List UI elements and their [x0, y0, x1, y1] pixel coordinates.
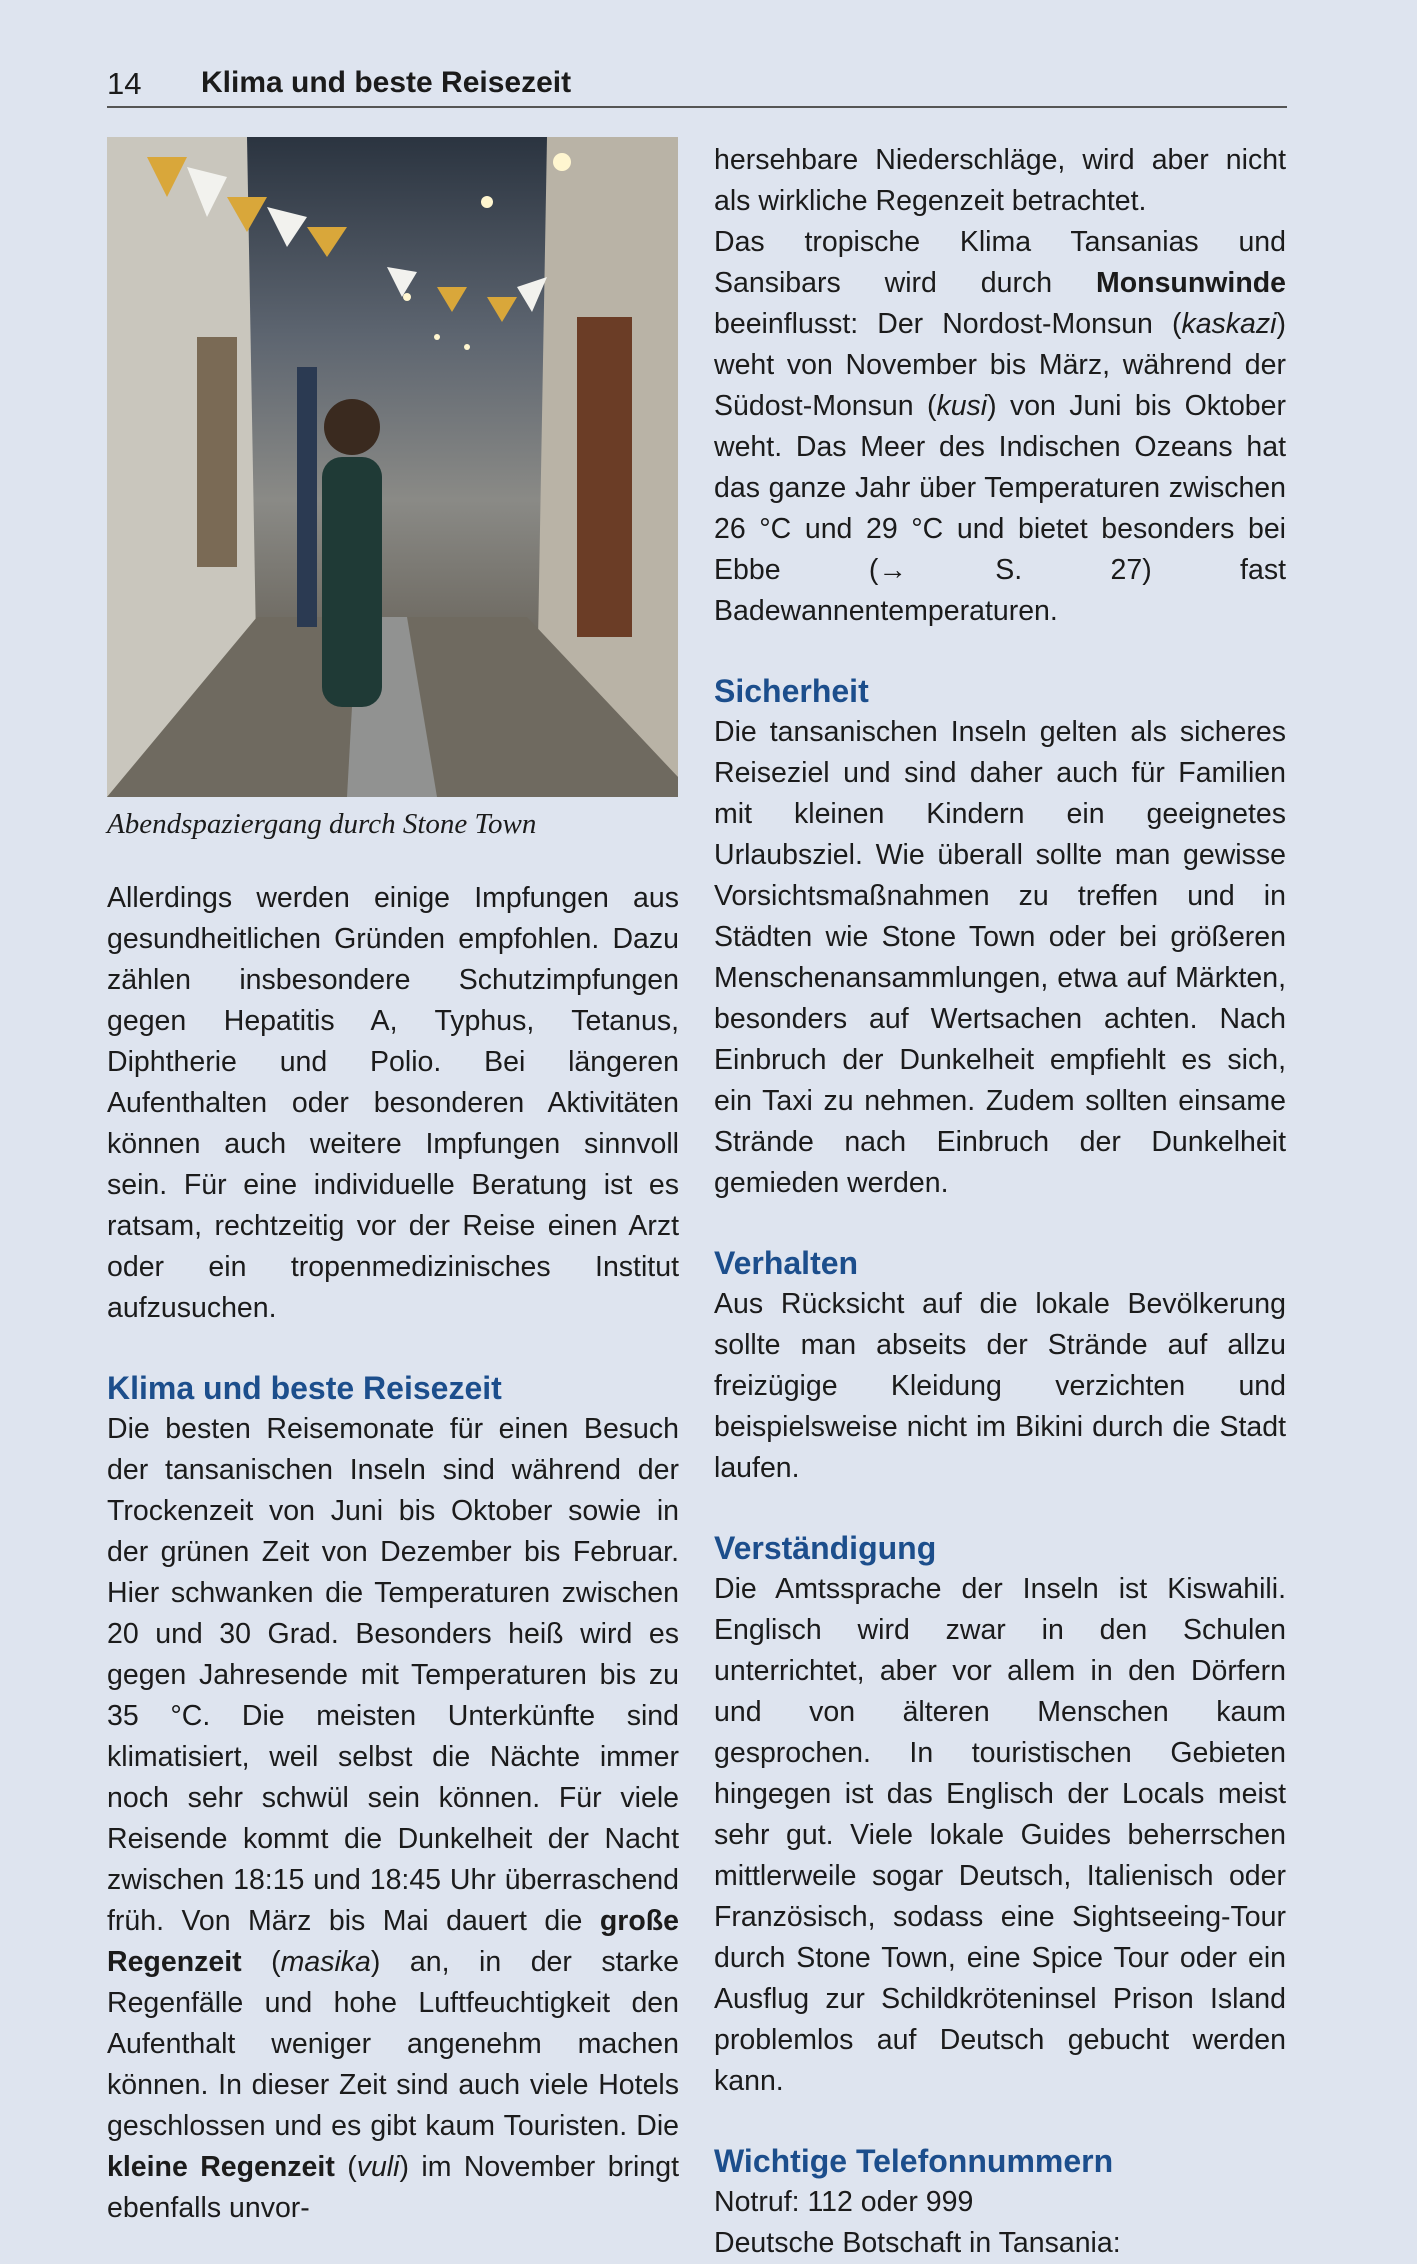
italic-text: kusi: [936, 390, 988, 422]
paragraph: [714, 712, 1286, 1204]
photo-caption: Abendspaziergang durch Stone Town: [107, 808, 537, 840]
text: ) von Juni bis Oktober weht. Das Meer des Indischen Ozeans hat das ganze Jahr über Temperaturen zwischen 26 °C und 29 °C und bietet besonders bei Ebbe (→ S. 27) fast Badewannentemperaturen.: [714, 390, 1286, 627]
stone-town-photo: [107, 137, 678, 797]
text: Das tropische Klima Tansanias und Sansibars wird durch: [714, 226, 1286, 299]
text: ) an, in der starke Regenfälle und hohe Luftfeuchtigkeit den Aufenthalt weniger angenehm machen können. In dieser Zeit sind auch viele Hotels geschlossen und es gibt kaum Touristen. Die: [107, 1946, 679, 2142]
text: Allerdings werden einige Impfungen aus gesundheitlichen Gründen empfohlen. Dazu zählen insbesondere Schutzimpfungen gegen Hepatitis A, Typhus, Tetanus, Diphtherie und Polio. Bei längeren Aufenthalten oder besonderen Aktivitäten können auch weitere Impfungen sinnvoll sein. Für eine individuelle Beratung ist es ratsam, rechtzeitig vor der Reise einen Arzt oder ein tropenmedizinisches Institut aufzusuchen.: [107, 882, 679, 1324]
paragraph: [714, 1569, 1286, 2102]
text: hersehbare Niederschläge, wird aber nicht als wirkliche Regenzeit betrachtet.: [714, 144, 1286, 217]
text: beeinflusst: Der Nordost-Monsun (: [714, 308, 1182, 340]
text: ) weht von November bis März, während der Südost-Monsun (: [714, 308, 1286, 422]
paragraph: [714, 222, 1286, 632]
bold-text: kleine Regenzeit: [107, 2151, 335, 2183]
section-heading: [714, 1528, 1286, 1569]
text: Sicherheit: [714, 673, 869, 709]
alley-illustration: [107, 137, 678, 797]
bold-text: große Regenzeit: [107, 1905, 679, 1978]
section-heading: [107, 1368, 679, 1409]
paragraph: [107, 1409, 679, 2229]
running-title: Klima und beste Reisezeit: [201, 66, 572, 99]
text: Verhalten: [714, 1245, 859, 1281]
text: ) im November bringt ebenfalls unvor-: [107, 2151, 679, 2224]
section-heading: [714, 671, 1286, 712]
text: Aus Rücksicht auf die lokale Bevölkerung sollte man abseits der Strände auf allzu freizügige Kleidung verzichten und beispielsweise nicht im Bikini durch die Stadt laufen.: [714, 1288, 1286, 1484]
section-heading: [714, 1243, 1286, 1284]
text: Die Amtssprache der Inseln ist Kiswahili. Englisch wird zwar in den Schulen unterrichtet, aber vor allem in den Dörfern und von älteren Menschen kaum gesprochen. In touristischen Gebieten hingegen ist das Englisch der Locals meist sehr gut. Viele lokale Guides beherrschen mittlerweile sogar Deutsch, Italienisch oder Französisch, sodass eine Sightseeing-Tour durch Stone Town, eine Spice Tour oder ein Ausflug zur Schildkröteninsel Prison Island problemlos auf Deutsch gebucht werden kann.: [714, 1573, 1286, 2097]
paragraph: [714, 1284, 1286, 1489]
text: Die tansanischen Inseln gelten als sicheres Reiseziel und sind daher auch für Familien mit kleinen Kindern ein geeignetes Urlaubsziel. Wie überall sollte man gewisse Vorsichtsmaßnahmen zu treffen und in Städten wie Stone Town oder bei größeren Menschenansammlungen, etwa auf Märkten, besonders auf Wertsachen achten. Nach Einbruch der Dunkelheit empfiehlt es sich, ein Taxi zu nehmen. Zudem sollten einsame Strände nach Einbruch der Dunkelheit gemieden werden.: [714, 716, 1286, 1199]
italic-text: vuli: [356, 2151, 400, 2183]
text: Wichtige Telefonnummern: [714, 2143, 1114, 2179]
text: Die besten Reisemonate für einen Besuch der tansanischen Inseln sind während der Trockenzeit von Juni bis Oktober sowie in der grünen Zeit von Dezember bis Februar. Hier schwanken die Temperaturen zwischen 20 und 30 Grad. Besonders heiß wird es gegen Jahresende mit Temperaturen bis zu 35 °C. Die meisten Unterkünfte sind klimatisiert, weil selbst die Nächte immer noch sehr schwül sein können. Für viele Reisende kommt die Dunkelheit der Nacht zwischen 18:15 und 18:45 Uhr überraschend früh. Von März bis Mai dauert die: [107, 1413, 679, 1937]
left-column-body: [107, 878, 679, 2229]
italic-text: kaskazi: [1181, 308, 1277, 340]
text: (: [334, 2151, 357, 2183]
section-heading: [714, 2141, 1286, 2182]
paragraph: [714, 2182, 1286, 2223]
italic-text: masika: [280, 1946, 371, 1978]
paragraph: [107, 878, 679, 1329]
paragraph: [714, 140, 1286, 222]
text: Klima und beste Reisezeit: [107, 1370, 502, 1406]
text: Verständigung: [714, 1530, 937, 1566]
text: Deutsche Botschaft in Tansania:: [714, 2227, 1121, 2259]
bold-text: Monsunwinde: [1096, 267, 1286, 299]
text: Notruf: 112 oder 999: [714, 2186, 974, 2218]
page-number: 14: [107, 66, 142, 101]
right-column: [714, 140, 1286, 2264]
running-header: [107, 62, 1287, 108]
text: (: [241, 1946, 281, 1978]
